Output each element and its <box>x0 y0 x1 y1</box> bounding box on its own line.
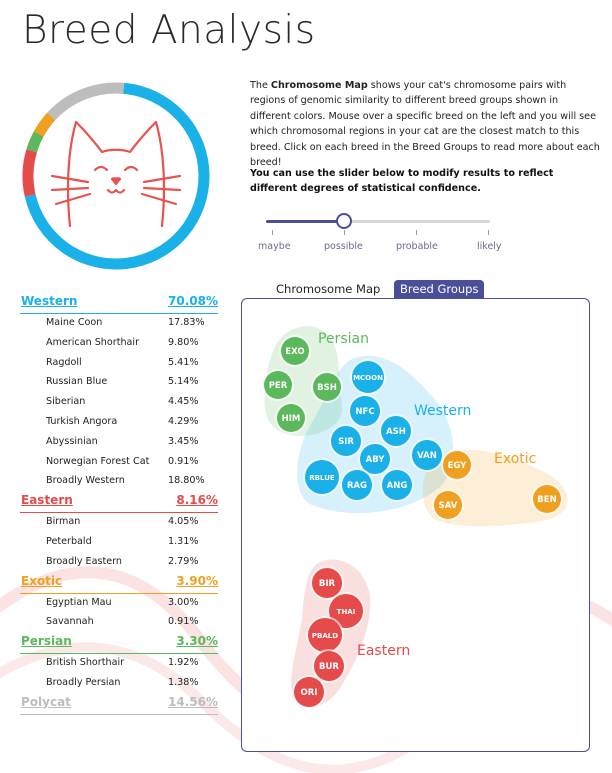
slider-fill <box>266 220 344 223</box>
breed-bubble-nfc[interactable] <box>348 394 382 428</box>
breed-percent: 3.00% <box>168 596 199 608</box>
breed-percent: 0.91% <box>168 616 199 628</box>
breed-name[interactable]: Egyptian Mau <box>46 596 112 608</box>
breed-name[interactable]: Siberian <box>46 396 86 408</box>
breed-name[interactable]: British Shorthair <box>46 657 125 669</box>
breed-percent: 17.83% <box>168 317 205 328</box>
bubble-label: RBLUE <box>309 474 335 482</box>
breed-percent: 5.14% <box>168 376 199 388</box>
breed-name[interactable]: Turkish Angora <box>46 415 118 427</box>
bubble-label: THAI <box>336 608 356 616</box>
breed-bubble-mcoon[interactable] <box>350 359 386 395</box>
bubble-label: EGY <box>447 461 467 471</box>
breed-group-exotic[interactable] <box>20 573 218 594</box>
breed-item[interactable] <box>20 472 218 492</box>
page-title: Breed Analysis <box>22 8 316 53</box>
breed-item[interactable] <box>20 654 218 674</box>
breed-group-percent: 8.16% <box>176 493 218 508</box>
slider-instruction: You can use the slider below to modify results to reflect different degrees of statistical confidence. <box>250 168 554 195</box>
slider-tick <box>272 230 273 235</box>
confidence-slider[interactable] <box>258 204 502 260</box>
breed-group-percent: 3.90% <box>176 573 218 588</box>
breed-percent: 4.05% <box>168 516 199 528</box>
breed-percent: 1.31% <box>168 535 199 547</box>
breed-item[interactable] <box>20 433 218 453</box>
breed-bubble-ash[interactable] <box>379 414 413 448</box>
bubble-label: RAG <box>346 481 368 491</box>
breed-bubble-sir[interactable] <box>329 424 363 458</box>
bubble-label: PBALD <box>311 632 339 640</box>
breed-bubble-rag[interactable] <box>340 468 374 502</box>
breed-groups-panel <box>241 298 590 752</box>
breed-item[interactable] <box>20 613 218 633</box>
bubble-label: PER <box>268 381 288 391</box>
bubble-label: ASH <box>386 427 406 437</box>
bubble-label: SIR <box>338 437 354 447</box>
bubble-label: ORI <box>300 688 318 698</box>
bubble-label: ABY <box>365 455 385 465</box>
breed-bubble-bsh[interactable] <box>311 371 343 403</box>
cluster-label-western: Western <box>414 403 472 419</box>
cluster-label-eastern: Eastern <box>357 643 411 659</box>
cluster-label-exotic: Exotic <box>494 451 537 467</box>
cat-face-icon <box>18 78 214 274</box>
bubble-label: VAN <box>417 451 437 461</box>
slider-tick <box>344 230 345 235</box>
breed-name[interactable]: Birman <box>46 516 81 528</box>
breed-name[interactable]: Ragdoll <box>46 356 82 368</box>
breed-group-name[interactable]: Western <box>21 294 78 308</box>
breed-group-name[interactable]: Persian <box>21 634 72 649</box>
slider-tick <box>488 230 489 235</box>
breed-percent: 0.91% <box>168 455 199 467</box>
bubble-label: BEN <box>537 495 557 505</box>
breed-group-percent: 3.30% <box>176 634 218 649</box>
slider-label-maybe[interactable]: maybe <box>258 241 291 252</box>
bubble-label: MCOON <box>353 374 383 382</box>
breed-list <box>20 293 218 715</box>
breed-name[interactable]: American Shorthair <box>46 336 140 348</box>
breed-percent: 4.29% <box>168 415 199 427</box>
breed-group-percent: 70.08% <box>168 294 218 308</box>
breed-bubble-van[interactable] <box>410 438 444 472</box>
bubble-label: HIM <box>281 414 301 424</box>
breed-percent: 2.79% <box>168 555 199 567</box>
slider-label-possible[interactable]: possible <box>324 241 363 252</box>
breed-group-eastern[interactable] <box>20 492 218 513</box>
breed-group-percent: 14.56% <box>168 694 218 709</box>
tab-breed-groups[interactable]: Breed Groups <box>394 280 484 299</box>
breed-group-persian[interactable] <box>20 633 218 654</box>
bubble-label: NFC <box>355 407 375 417</box>
breed-item[interactable] <box>20 413 218 433</box>
breed-percent: 1.92% <box>168 657 199 669</box>
breed-bubble-him[interactable] <box>275 402 307 434</box>
breed-item[interactable] <box>20 373 218 393</box>
breed-percent: 3.45% <box>168 435 199 447</box>
bubble-label: BUR <box>319 662 339 672</box>
breed-percent: 5.41% <box>168 356 199 368</box>
chromosome-map-description: The Chromosome Map shows your cat's chromosome pairs with regions of genomic similarity to different breed groups shown in different colors. Mouse over a specific breed on the left and you will see which chromosomal regions in your cat are the closest match to this breed. Click on each breed in the Breed Groups to read more about each breed! <box>250 80 600 169</box>
breed-percent: 1.38% <box>168 676 199 688</box>
breed-group-name[interactable]: Polycat <box>21 694 71 709</box>
bubble-label: ANG <box>386 481 408 491</box>
breed-percent: 9.80% <box>168 336 199 348</box>
breed-name[interactable]: Savannah <box>46 616 94 628</box>
slider-label-probable[interactable]: probable <box>396 241 438 252</box>
breed-percent: 4.45% <box>168 396 199 408</box>
breed-item[interactable] <box>20 513 218 533</box>
breed-group-western[interactable] <box>20 293 218 314</box>
breed-bubble-exo[interactable] <box>279 335 311 367</box>
breed-item[interactable] <box>20 594 218 614</box>
slider-handle[interactable] <box>336 213 352 229</box>
slider-tick <box>416 230 417 235</box>
breed-item[interactable] <box>20 334 218 354</box>
breed-name[interactable]: Norwegian Forest Cat <box>46 455 150 467</box>
breed-item[interactable] <box>20 314 218 334</box>
breed-name[interactable]: Broadly Western <box>46 475 125 487</box>
breed-group-name[interactable]: Exotic <box>21 573 63 588</box>
breed-bubble-egy[interactable] <box>441 449 473 481</box>
breed-group-name[interactable]: Eastern <box>21 493 73 508</box>
breed-bubble-ori[interactable] <box>292 675 326 709</box>
breed-item[interactable] <box>20 453 218 473</box>
breed-bubble-rblue[interactable] <box>303 458 341 496</box>
breed-name[interactable]: Russian Blue <box>46 376 108 388</box>
breed-name[interactable]: Broadly Eastern <box>46 555 123 567</box>
slider-label-likely[interactable]: likely <box>477 241 502 252</box>
breed-bubble-ben[interactable] <box>531 483 563 515</box>
breed-item[interactable] <box>20 533 218 553</box>
breed-name[interactable]: Maine Coon <box>46 317 103 328</box>
breed-bubble-ang[interactable] <box>380 468 414 502</box>
breed-item[interactable] <box>20 674 218 694</box>
breed-percent: 18.80% <box>168 475 205 487</box>
bubble-label: BIR <box>318 579 336 589</box>
breed-bubble-per[interactable] <box>262 369 294 401</box>
bubble-label: SAV <box>438 501 458 511</box>
breed-ring-avatar <box>18 78 214 274</box>
bubble-label: EXO <box>285 347 305 357</box>
breed-item[interactable] <box>20 393 218 413</box>
breed-name[interactable]: Peterbald <box>46 535 92 547</box>
breed-name[interactable]: Broadly Persian <box>46 676 121 688</box>
breed-bubble-pbald[interactable] <box>306 616 344 654</box>
breed-name[interactable]: Abyssinian <box>46 435 98 447</box>
tab-chromosome-map[interactable]: Chromosome Map <box>276 282 381 296</box>
breed-item[interactable] <box>20 354 218 374</box>
cluster-label-persian: Persian <box>318 331 369 347</box>
bubble-label: BSH <box>317 383 337 393</box>
breed-group-polycat[interactable] <box>20 694 218 715</box>
breed-item[interactable] <box>20 553 218 573</box>
breed-groups-bubble-chart <box>242 299 591 753</box>
breed-bubble-sav[interactable] <box>432 489 464 521</box>
